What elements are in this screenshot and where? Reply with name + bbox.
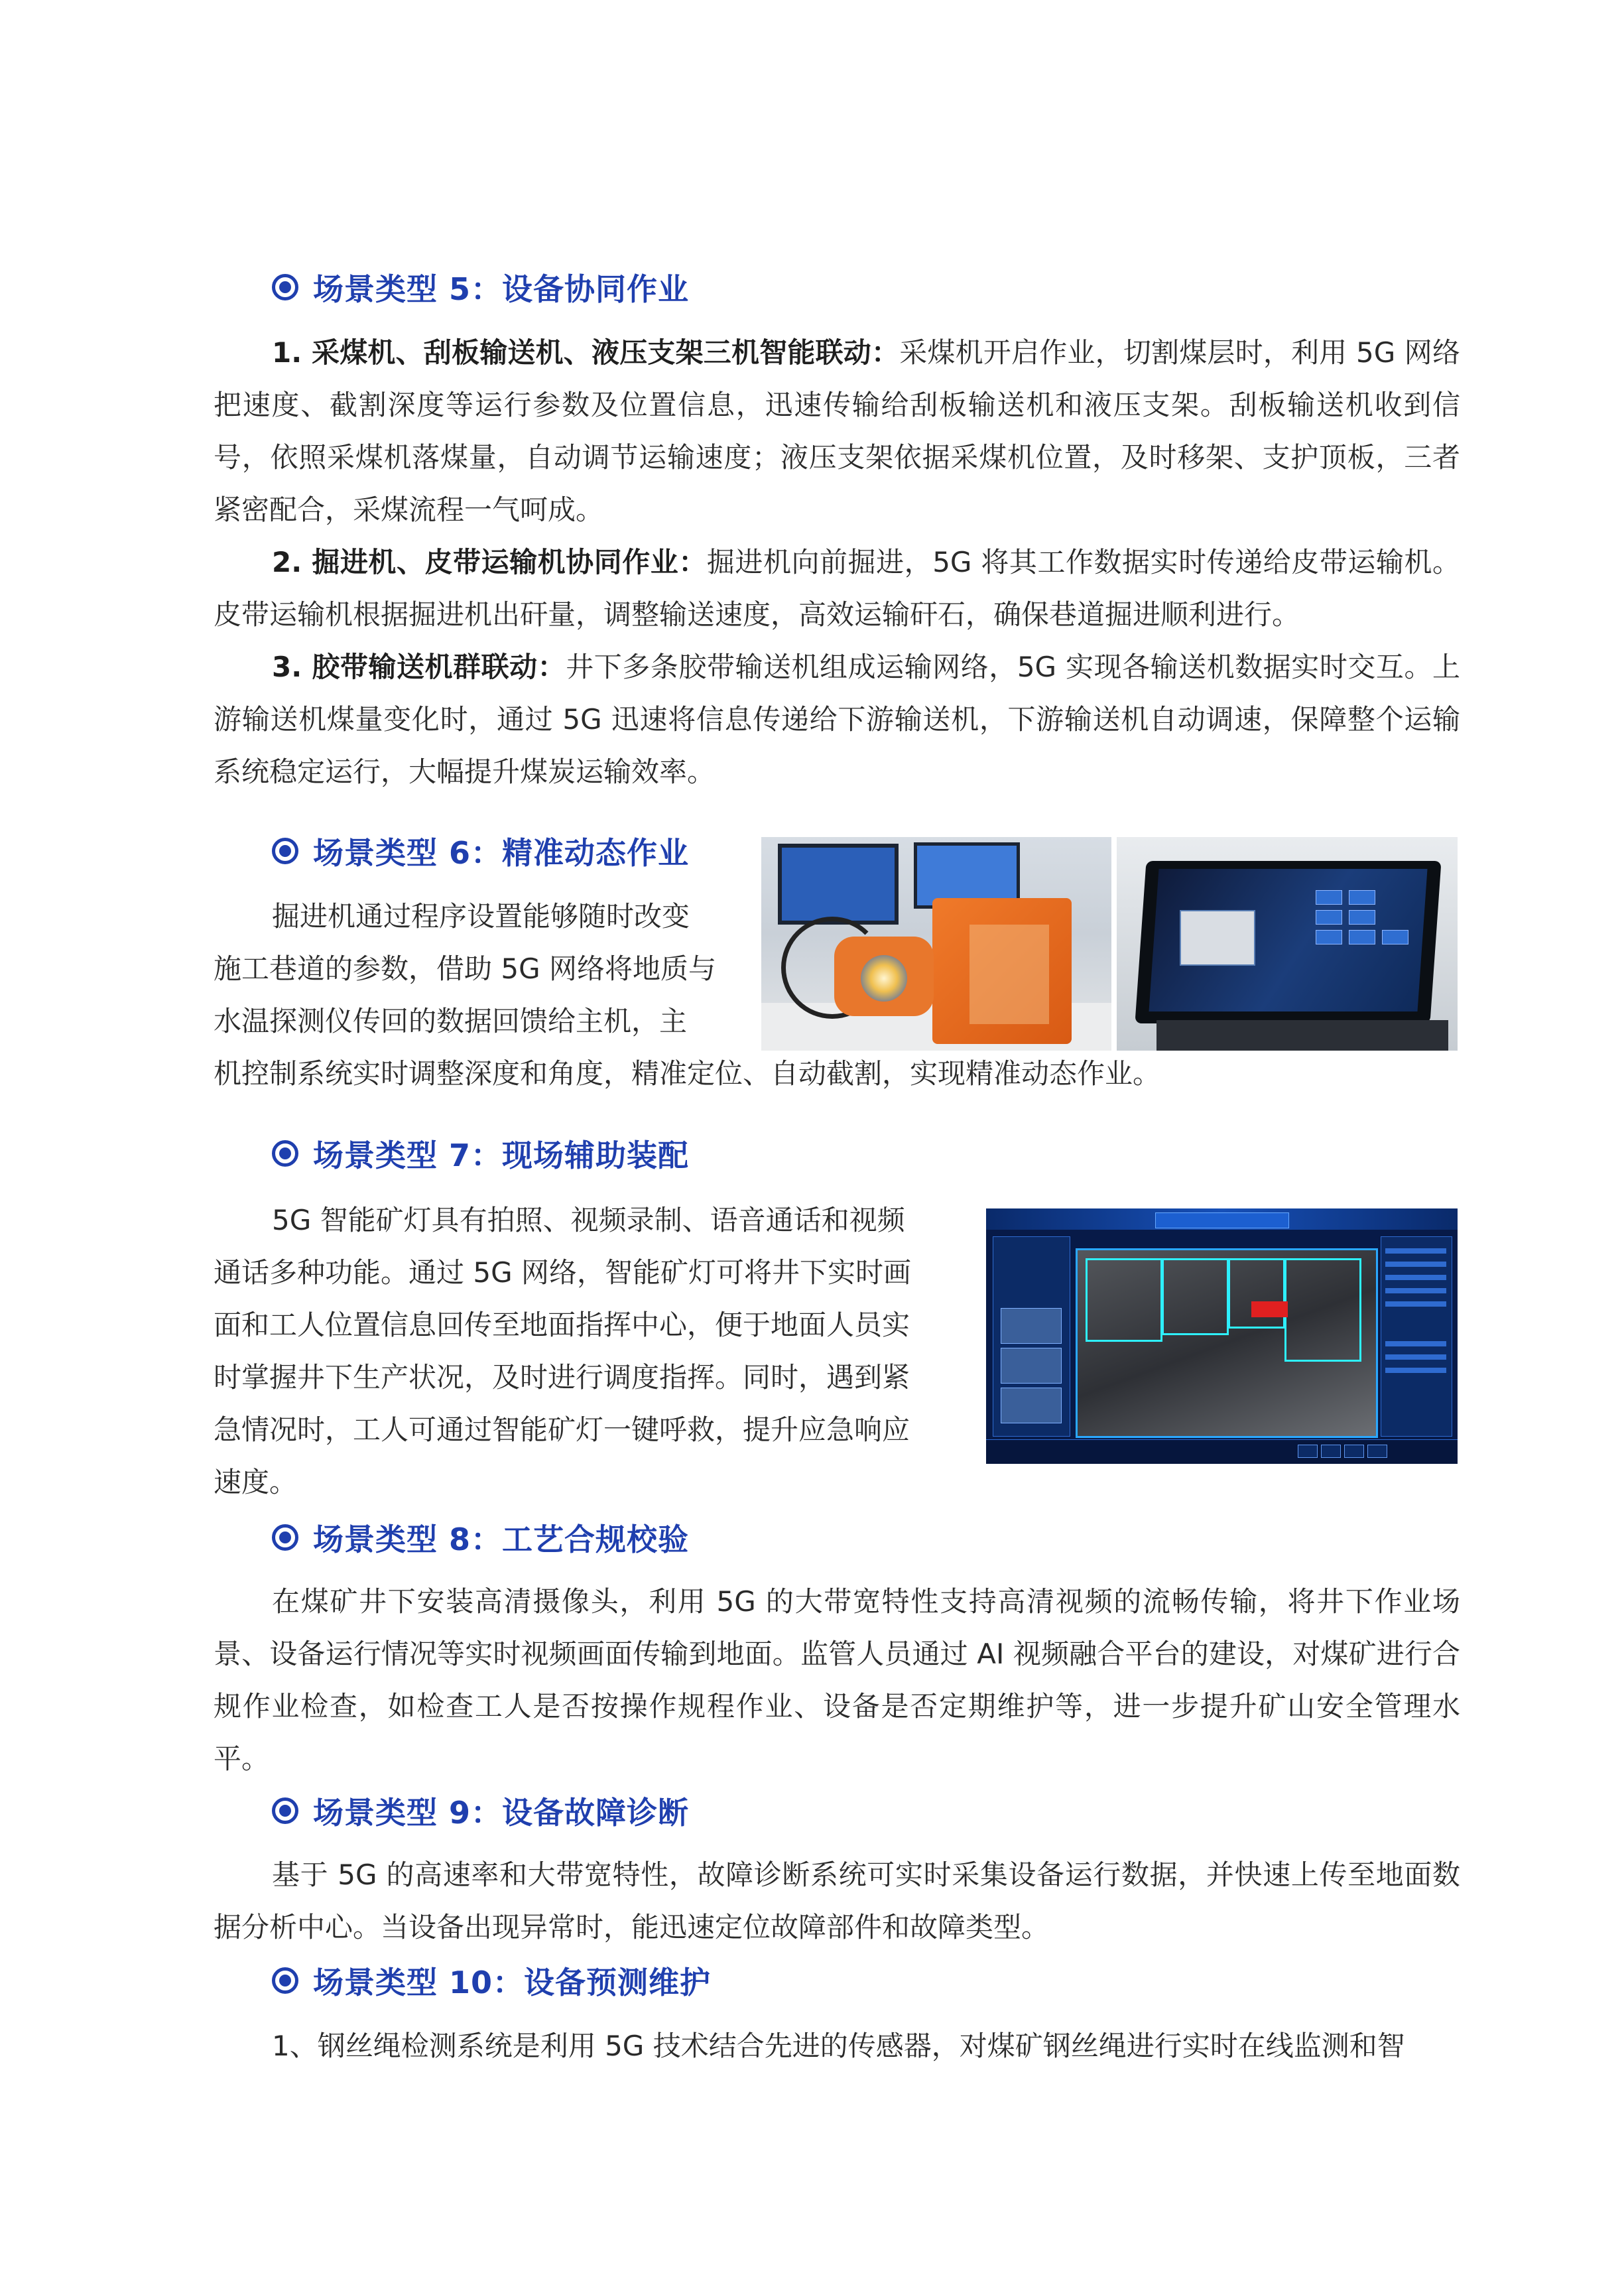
circle-bullet-icon (272, 274, 298, 300)
paragraph-s9: 基于 5G 的高速率和大带宽特性，故障诊断系统可实时采集设备运行数据，并快速上传至地面数据分析中心。当设备出现异常时，能迅速定位故障部件和故障类型。 (214, 1858, 1460, 1943)
paragraph-s6-line3: 水温探测仪传回的数据回馈给主机，主 (214, 1005, 688, 1037)
circle-bullet-icon (272, 838, 298, 864)
paragraph-s8: 在煤矿井下安装高清摄像头，利用 5G 的大带宽特性支持高清视频的流畅传输，将井下作业场景、设备运行情况等实时视频画面传输到地面。监管人员通过 AI 视频融合平台的建设，对煤矿进行合规作业检查，如检查工人是否按操作规程作业、设备是否定期维护等，进一步提升矿山安全管理水平。 (214, 1585, 1460, 1775)
circle-bullet-icon (272, 1524, 298, 1551)
circle-bullet-icon (272, 1797, 298, 1824)
paragraph-s10: 1、钢丝绳检测系统是利用 5G 技术结合先进的传感器，对煤矿钢丝绳进行实时在线监测和智 (272, 2030, 1405, 2062)
paragraph-s7-line5: 急情况时，工人可通过智能矿灯一键呼救，提升应急响应 (214, 1413, 910, 1446)
circle-bullet-icon (272, 1140, 298, 1167)
smart-miner-lamp-photo (761, 837, 1111, 1051)
section-heading-10: 场景类型 10：设备预测维护 (272, 1954, 711, 2007)
section-heading-8: 场景类型 8：工艺合规校验 (272, 1511, 689, 1564)
section-heading-5: 场景类型 5：设备协同作业 (272, 261, 689, 314)
paragraph-s6-line4: 机控制系统实时调整深度和角度，精准定位、自动截割，实现精准动态作业。 (214, 1057, 1161, 1090)
paragraph-s6-line1: 掘进机通过程序设置能够随时改变 (272, 900, 690, 933)
paragraph-s7-line6: 速度。 (214, 1466, 298, 1498)
paragraph-roadheader-belt: 2. 掘进机、皮带运输机协同作业：掘进机向前掘进，5G 将其工作数据实时传递给皮带运输机。皮带运输机根据掘进机出矸量，调整输送速度，高效运输矸石，确保巷道掘进顺利进行。 (214, 546, 1460, 631)
control-tablet-photo (1117, 837, 1458, 1051)
section-heading-6: 场景类型 6：精准动态作业 (272, 824, 689, 878)
paragraph-s6-line2: 施工巷道的参数，借助 5G 网络将地质与 (214, 952, 716, 985)
paragraph-belt-group: 3. 胶带输送机群联动：井下多条胶带输送机组成运输网络，5G 实现各输送机数据实时交互。上游输送机煤量变化时，通过 5G 迅速将信息传递给下游输送机，下游输送机自动调速，保障整个运输系统稳定运行，大幅提升煤炭运输效率。 (214, 651, 1460, 788)
ai-video-platform-screenshot (986, 1208, 1458, 1464)
paragraph-s7-line1: 5G 智能矿灯具有拍照、视频录制、语音通话和视频 (272, 1204, 905, 1236)
paragraph-s7-line2: 通话多种功能。通过 5G 网络，智能矿灯可将井下实时画 (214, 1256, 911, 1289)
paragraph-s7-line4: 时掌握井下生产状况，及时进行调度指挥。同时，遇到紧 (214, 1361, 910, 1394)
paragraph-s7-line3: 面和工人位置信息回传至地面指挥中心，便于地面人员实 (214, 1309, 910, 1341)
section-heading-9: 场景类型 9：设备故障诊断 (272, 1784, 689, 1837)
section-heading-7: 场景类型 7：现场辅助装配 (272, 1127, 689, 1180)
paragraph-three-machine: 1. 采煤机、刮板输送机、液压支架三机智能联动：采煤机开启作业，切割煤层时，利用 5G 网络把速度、截割深度等运行参数及位置信息，迅速传输给刮板输送机和液压支架。刮板输送机收到信号，依照采煤机落煤量，自动调节运输速度；液压支架依据采煤机位置，及时移架、支护顶板，三者紧密配合，采煤流程一气呵成。 (214, 336, 1460, 526)
circle-bullet-icon (272, 1967, 298, 1994)
